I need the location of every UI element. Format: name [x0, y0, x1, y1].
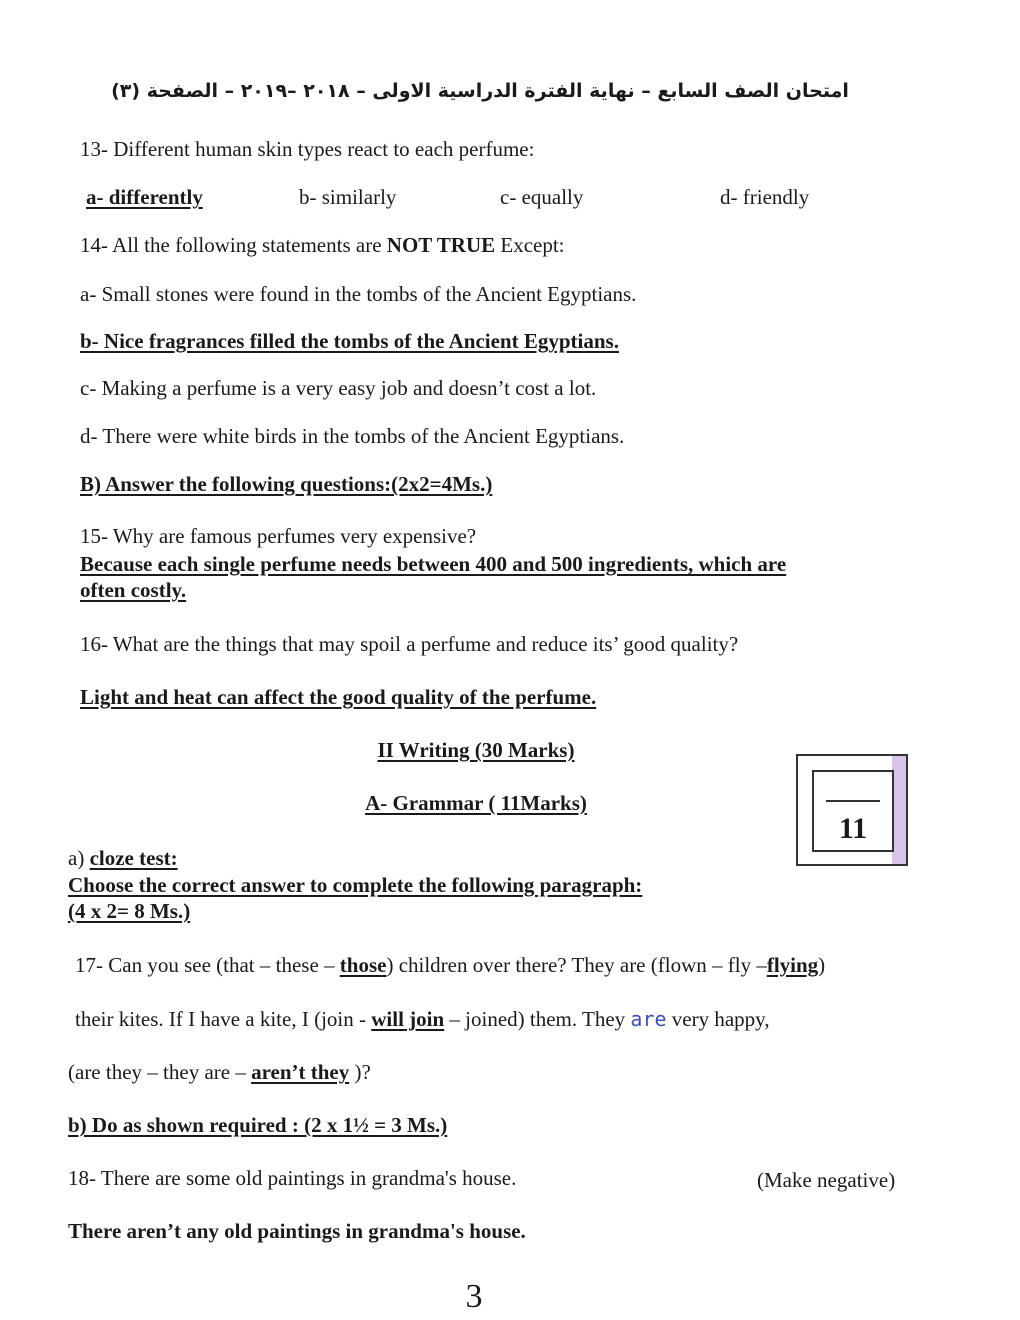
score-box — [796, 754, 908, 866]
q17-line2: their kites. If I have a kite, I (join - will join – joined) them. They are very happy, — [75, 1007, 770, 1031]
q18-answer: There aren’t any old paintings in grandma's house. — [68, 1219, 526, 1243]
q15-question: 15- Why are famous perfumes very expensive? — [80, 524, 477, 548]
score-box-shade — [892, 756, 906, 864]
q14-option-c: c- Making a perfume is a very easy job and doesn’t cost a lot. — [80, 376, 597, 400]
q15-answer-line1: Because each single perfume needs between 400 and 500 ingredients, which are — [80, 552, 787, 576]
q18-question: 18- There are some old paintings in grandma's house. — [68, 1166, 517, 1190]
cloze-marks: (4 x 2= 8 Ms.) — [68, 899, 191, 923]
q15-answer-line2: often costly. — [80, 578, 187, 602]
score-value: 11 — [838, 812, 868, 845]
q17-answer-2: flying — [766, 953, 819, 977]
section-b-title: B) Answer the following questions:(2x2=4Ms.) — [80, 472, 493, 496]
q13-option-d: d- friendly — [720, 185, 810, 209]
page-number: 3 — [465, 1278, 483, 1315]
q14-option-d: d- There were white birds in the tombs of the Ancient Egyptians. — [80, 424, 625, 448]
page-header: امتحان الصف السابع – نهاية الفترة الدراسية الاولى – ٢٠١٨ –٢٠١٩ – الصفحة (٣) — [111, 80, 849, 102]
cloze-instruction: Choose the correct answer to complete the following paragraph: — [68, 873, 643, 897]
q17-line1: 17- Can you see (that – these – those) children over there? They are (flown – fly –flying) — [75, 953, 826, 977]
q13-option-b: b- similarly — [299, 185, 397, 209]
cloze-label: a) cloze test: — [68, 846, 178, 870]
q18-instruction: (Make negative) — [757, 1168, 896, 1192]
q17-handwritten-answer: are — [630, 1007, 667, 1031]
score-box-inner — [812, 770, 894, 852]
q13-option-a: a- differently — [86, 185, 203, 209]
q17-answer-4: aren’t they — [251, 1060, 350, 1084]
q14-option-a: a- Small stones were found in the tombs of the Ancient Egyptians. — [80, 282, 637, 306]
q17-answer-3: will join — [371, 1007, 445, 1031]
section-b-do-as-required: b) Do as shown required : (2 x 1½ = 3 Ms.) — [68, 1113, 448, 1137]
q13-question: 13- Different human skin types react to each perfume: — [80, 137, 535, 161]
q13-option-c: c- equally — [500, 185, 584, 209]
q16-answer: Light and heat can affect the good quality of the perfume. — [80, 685, 597, 709]
writing-title: II Writing (30 Marks) — [377, 738, 575, 762]
q17-line3: (are they – they are – aren’t they )? — [68, 1060, 371, 1084]
grammar-title: A- Grammar ( 11Marks) — [365, 791, 587, 815]
q16-question: 16- What are the things that may spoil a perfume and reduce its’ good quality? — [80, 632, 739, 656]
q14-question: 14- All the following statements are NOT TRUE Except: — [80, 233, 565, 257]
q14-option-b: b- Nice fragrances filled the tombs of the Ancient Egyptians. — [80, 329, 619, 353]
score-line — [826, 800, 880, 802]
q17-answer-1: those — [339, 953, 387, 977]
